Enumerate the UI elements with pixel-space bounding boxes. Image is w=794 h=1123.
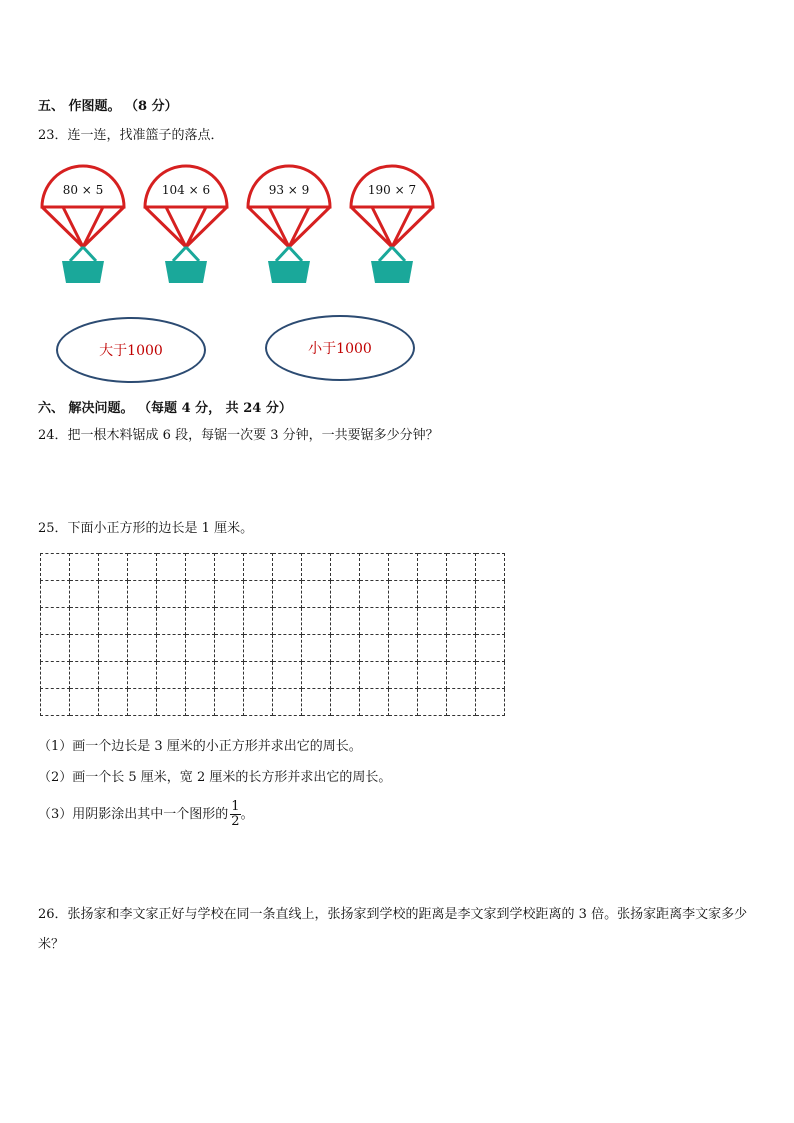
grid-cell[interactable] (389, 662, 418, 689)
grid-cell[interactable] (302, 581, 331, 608)
grid-cell[interactable] (128, 608, 157, 635)
grid-cell[interactable] (331, 554, 360, 581)
grid-cell[interactable] (273, 581, 302, 608)
grid-cell[interactable] (244, 635, 273, 662)
grid-cell[interactable] (476, 635, 505, 662)
grid-row (41, 635, 505, 662)
grid-cell[interactable] (389, 554, 418, 581)
grid-cell[interactable] (157, 635, 186, 662)
grid-cell[interactable] (476, 608, 505, 635)
question-25-sub-3 (38, 800, 254, 829)
parachute-expression: 104 × 6 (161, 183, 211, 197)
grid-row (41, 689, 505, 716)
grid-row (41, 554, 505, 581)
grid-cell[interactable] (244, 581, 273, 608)
grid-cell[interactable] (447, 662, 476, 689)
grid-cell[interactable] (215, 635, 244, 662)
grid-cell[interactable] (99, 554, 128, 581)
grid-cell[interactable] (244, 662, 273, 689)
grid-cell[interactable] (447, 554, 476, 581)
grid-cell[interactable] (215, 662, 244, 689)
grid-cell[interactable] (273, 662, 302, 689)
grid-cell[interactable] (41, 689, 70, 716)
question-25-sub-2: （2）画一个长 5 厘米，宽 2 厘米的长方形并求出它的周长。 (38, 770, 392, 785)
grid-cell[interactable] (70, 689, 99, 716)
grid-cell[interactable] (476, 581, 505, 608)
sub-3-suffix: 。 (240, 807, 254, 822)
grid-cell[interactable] (186, 608, 215, 635)
grid-cell[interactable] (418, 608, 447, 635)
grid-cell[interactable] (128, 635, 157, 662)
grid-cell[interactable] (244, 554, 273, 581)
grid-cell[interactable] (215, 581, 244, 608)
grid-cell[interactable] (128, 581, 157, 608)
grid-cell[interactable] (389, 635, 418, 662)
grid-cell[interactable] (41, 635, 70, 662)
grid-cell[interactable] (157, 689, 186, 716)
grid-cell[interactable] (273, 689, 302, 716)
grid-cell[interactable] (70, 554, 99, 581)
grid-cell[interactable] (389, 608, 418, 635)
grid-cell[interactable] (331, 608, 360, 635)
grid-cell[interactable] (157, 554, 186, 581)
grid-cell[interactable] (331, 581, 360, 608)
grid-cell[interactable] (418, 554, 447, 581)
grid-cell[interactable] (389, 581, 418, 608)
grid-cell[interactable] (418, 635, 447, 662)
question-25-prompt: 25．下面小正方形的边长是 1 厘米。 (38, 521, 254, 536)
grid-cell[interactable] (99, 581, 128, 608)
grid-cell[interactable] (331, 635, 360, 662)
grid-row (41, 608, 505, 635)
question-23-prompt: 23．连一连，找准篮子的落点． (38, 128, 224, 143)
grid-cell[interactable] (302, 635, 331, 662)
grid-cell[interactable] (331, 662, 360, 689)
parachute-2[interactable] (143, 163, 229, 293)
grid-cell[interactable] (41, 581, 70, 608)
fraction-denominator: 2 (231, 814, 240, 829)
question-24-prompt: 24．把一根木料锯成 6 段，每锯一次要 3 分钟，一共要锯多少分钟？ (38, 428, 439, 443)
grid-cell[interactable] (99, 608, 128, 635)
parachute-3[interactable] (246, 163, 332, 293)
grid-cell[interactable] (70, 662, 99, 689)
target-greater-than-1000[interactable]: 大于1000 (56, 317, 206, 383)
parachute-expression: 80 × 5 (62, 183, 104, 197)
grid-cell[interactable] (476, 662, 505, 689)
grid-cell[interactable] (447, 635, 476, 662)
fraction-numerator: 1 (231, 799, 240, 814)
grid-cell[interactable] (215, 608, 244, 635)
question-25-sub-1: （1）画一个边长是 3 厘米的小正方形并求出它的周长。 (38, 739, 362, 754)
grid-cell[interactable] (447, 689, 476, 716)
grid-cell[interactable] (476, 689, 505, 716)
grid-cell[interactable] (273, 635, 302, 662)
grid-cell[interactable] (157, 581, 186, 608)
grid-cell[interactable] (99, 635, 128, 662)
grid-cell[interactable] (273, 554, 302, 581)
grid-cell[interactable] (302, 608, 331, 635)
grid-cell[interactable] (360, 635, 389, 662)
grid-cell[interactable] (302, 554, 331, 581)
section-5-heading: 五、 作图题。 （8 分） (38, 99, 178, 114)
grid-cell[interactable] (99, 662, 128, 689)
grid-cell[interactable] (360, 581, 389, 608)
grid-cell[interactable] (215, 554, 244, 581)
grid-cell[interactable] (186, 635, 215, 662)
grid-cell[interactable] (302, 662, 331, 689)
grid-cell[interactable] (186, 581, 215, 608)
grid-cell[interactable] (70, 608, 99, 635)
grid-cell[interactable] (447, 608, 476, 635)
target-less-than-1000[interactable]: 小于1000 (265, 315, 415, 381)
grid-cell[interactable] (244, 689, 273, 716)
grid-cell[interactable] (447, 581, 476, 608)
grid-cell[interactable] (157, 608, 186, 635)
grid-cell[interactable] (128, 554, 157, 581)
grid-cell[interactable] (41, 554, 70, 581)
grid-cell[interactable] (360, 608, 389, 635)
grid-cell[interactable] (302, 689, 331, 716)
grid-cell[interactable] (389, 689, 418, 716)
square-grid[interactable] (40, 553, 505, 716)
section-6-heading: 六、 解决问题。 （每题 4 分， 共 24 分） (38, 401, 292, 416)
grid-cell[interactable] (186, 554, 215, 581)
parachute-expression: 190 × 7 (367, 183, 417, 197)
parachute-4[interactable] (349, 163, 435, 293)
grid-cell[interactable] (331, 689, 360, 716)
grid-row (41, 662, 505, 689)
grid-cell[interactable] (215, 689, 244, 716)
grid-cell[interactable] (360, 662, 389, 689)
grid-cell[interactable] (157, 662, 186, 689)
grid-cell[interactable] (360, 689, 389, 716)
sub-3-text: （3）用阴影涂出其中一个图形的 (38, 807, 229, 822)
question-26-prompt: 26．张扬家和李文家正好与学校在同一条直线上，张扬家到学校的距离是李文家到学校距离的 3 倍。张扬家距离李文家多少米？ (38, 907, 748, 952)
grid-row (41, 581, 505, 608)
grid-cell[interactable] (273, 608, 302, 635)
grid-cell[interactable] (128, 662, 157, 689)
grid-cell[interactable] (186, 662, 215, 689)
fraction-one-half (230, 800, 240, 829)
grid-cell[interactable] (70, 635, 99, 662)
grid-cell[interactable] (418, 581, 447, 608)
grid-cell[interactable] (99, 689, 128, 716)
grid-cell[interactable] (128, 689, 157, 716)
grid-cell[interactable] (360, 554, 389, 581)
grid-cell[interactable] (418, 662, 447, 689)
grid-cell[interactable] (476, 554, 505, 581)
grid-cell[interactable] (41, 662, 70, 689)
parachute-expression: 93 × 9 (268, 183, 310, 197)
grid-cell[interactable] (186, 689, 215, 716)
parachute-1[interactable] (40, 163, 126, 293)
grid-cell[interactable] (41, 608, 70, 635)
grid-cell[interactable] (418, 689, 447, 716)
grid-cell[interactable] (70, 581, 99, 608)
grid-cell[interactable] (244, 608, 273, 635)
